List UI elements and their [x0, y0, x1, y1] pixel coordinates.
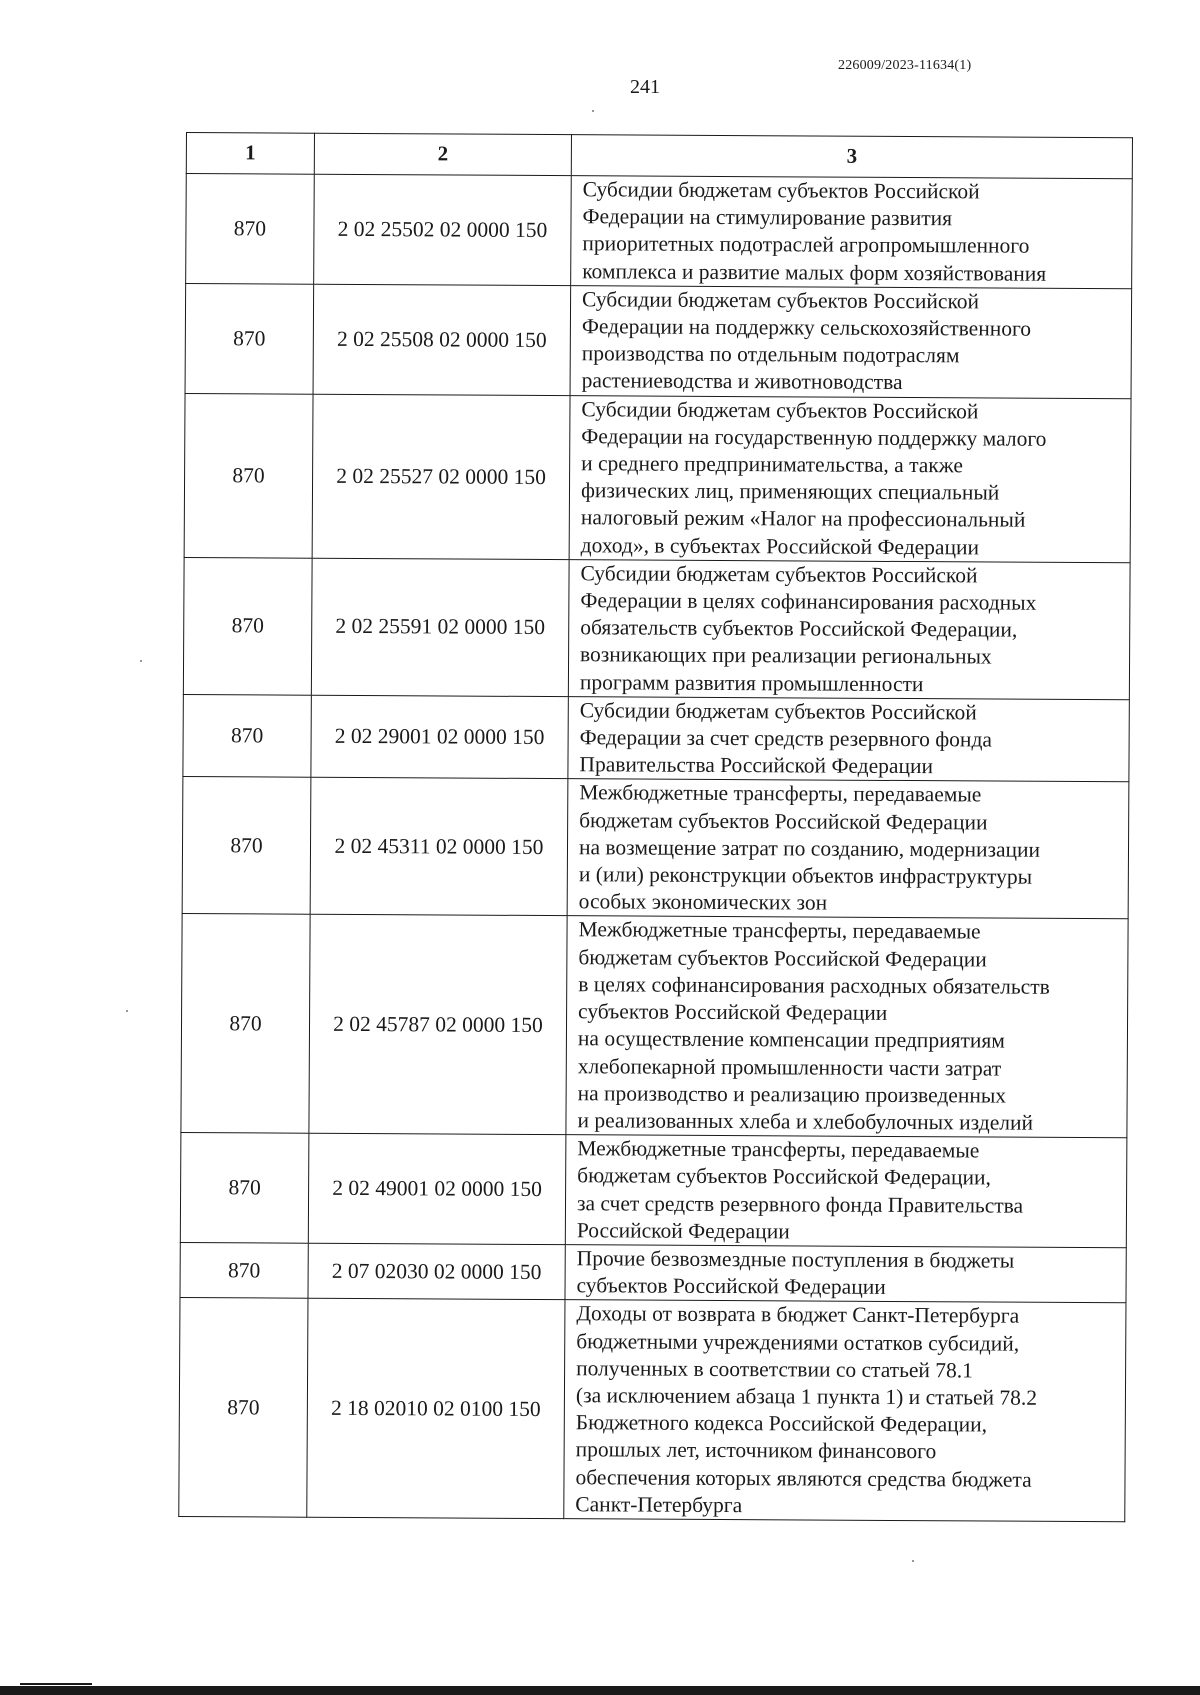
revenue-description-cell — [568, 559, 1130, 699]
admin-code-cell: 870 — [183, 694, 311, 777]
revenue-description-cell — [565, 1245, 1126, 1304]
budget-classification-code-cell: 2 02 25527 02 0000 150 — [312, 394, 570, 560]
table-header-row — [186, 133, 1132, 179]
revenue-description-cell — [567, 779, 1129, 919]
description-line: (за исключением абзаца 1 пункта 1) и статьей 78.2 — [575, 1383, 1038, 1410]
revenue-description-cell — [565, 1135, 1127, 1248]
admin-code-cell: 870 — [182, 777, 311, 915]
table-row — [186, 174, 1133, 289]
table-row — [185, 283, 1132, 398]
revenue-description-cell — [566, 916, 1128, 1138]
admin-code-cell: 870 — [181, 914, 310, 1133]
description-line: Доходы от возврата в бюджет Санкт-Петербурга — [576, 1301, 1020, 1328]
description-line: прошлых лет, источником финансового — [575, 1437, 937, 1464]
description-line: Субсидии бюджетам субъектов Российской — [582, 177, 980, 204]
budget-classification-code-cell: 2 02 49001 02 0000 150 — [308, 1133, 566, 1244]
table-row — [180, 1133, 1127, 1248]
budget-classification-code-cell: 2 07 02030 02 0000 150 — [308, 1243, 565, 1300]
description-line: хлебопекарной промышленности части затрат — [577, 1053, 1002, 1081]
column-header-1: 1 — [186, 133, 314, 175]
description-line: бюджетными учреждениями остатков субсидий, — [576, 1328, 1020, 1356]
description-line: особых экономических зон — [578, 889, 828, 915]
description-line: Федерации в целях софинансирования расходных — [580, 588, 1037, 615]
column-header-3: 3 — [571, 135, 1132, 179]
column-header-2: 2 — [314, 133, 571, 175]
table-row — [183, 694, 1129, 782]
page-number: 241 — [630, 76, 660, 98]
description-line: Субсидии бюджетам субъектов Российской — [580, 561, 978, 588]
description-line: полученных в соответствии со статьей 78.1 — [576, 1355, 974, 1383]
description-line: Федерации за счет средств резервного фонда — [579, 725, 993, 752]
description-line: Санкт-Петербурга — [575, 1491, 743, 1517]
description-line: обеспечения которых являются средства бюджета — [575, 1464, 1032, 1492]
admin-code-cell: 870 — [186, 174, 315, 285]
description-line: программ развития промышленности — [579, 669, 924, 696]
table-row — [182, 777, 1129, 919]
revenue-codes-table — [178, 132, 1133, 1522]
description-line: приоритетных подотраслей агропромышленного — [582, 231, 1030, 259]
description-line: производства по отдельным подотраслям — [581, 341, 960, 368]
table-row — [184, 393, 1131, 562]
description-line: субъектов Российской Федерации — [576, 1273, 886, 1300]
description-line: бюджетам субъектов Российской Федерации, — [577, 1163, 991, 1190]
admin-code-cell: 870 — [179, 1298, 308, 1517]
budget-classification-code-cell: 2 02 25591 02 0000 150 — [311, 558, 569, 696]
admin-code-cell: 870 — [184, 393, 313, 558]
description-line: в целях софинансирования расходных обязательств — [578, 972, 1050, 999]
description-line: Субсидии бюджетам субъектов Российской — [579, 698, 977, 725]
description-line: бюджетам субъектов Российской Федерации — [578, 944, 987, 972]
scan-edge-mark — [20, 1683, 92, 1685]
table-row — [180, 1242, 1126, 1303]
description-line: обязательств субъектов Российской Федерации, — [580, 615, 1018, 642]
scan-speck — [126, 1010, 128, 1012]
description-line: Межбюджетные трансферты, передаваемые — [578, 917, 981, 944]
revenue-description-cell — [571, 176, 1133, 289]
scan-speck — [592, 110, 594, 112]
table-row — [179, 1298, 1126, 1522]
description-line: Субсидии бюджетам субъектов Российской — [581, 396, 979, 424]
description-line: на осуществление компенсации предприятиям — [577, 1026, 1005, 1053]
revenue-description-cell — [564, 1300, 1126, 1522]
description-line: возникающих при реализации региональных — [580, 642, 992, 669]
description-line: за счет средств резервного фонда Правительства — [576, 1190, 1024, 1218]
description-line: бюджетам субъектов Российской Федерации — [579, 807, 988, 835]
admin-code-cell: 870 — [180, 1242, 308, 1298]
description-line: доход», в субъектах Российской Федерации — [580, 532, 980, 560]
description-line: Субсидии бюджетам субъектов Российской — [582, 287, 980, 314]
description-line: и реализованных хлеба и хлебобулочных изделий — [577, 1108, 1034, 1135]
admin-code-cell: 870 — [183, 557, 312, 695]
budget-classification-code-cell: 2 18 02010 02 0100 150 — [307, 1299, 565, 1519]
revenue-description-cell — [570, 285, 1132, 398]
table-row — [183, 557, 1130, 699]
table-body — [179, 174, 1132, 1522]
scan-speck — [140, 660, 142, 662]
budget-classification-code-cell: 2 02 45311 02 0000 150 — [310, 778, 568, 916]
revenue-description-cell — [569, 395, 1131, 562]
description-line: растениеводства и животноводства — [581, 368, 903, 395]
description-line: Межбюджетные трансферты, передаваемые — [579, 780, 982, 807]
description-line: Федерации на государственную поддержку малого — [581, 424, 1047, 451]
description-line: и (или) реконструкции объектов инфраструктуры — [578, 862, 1033, 889]
description-line: Федерации на поддержку сельскохозяйственного — [581, 314, 1032, 341]
admin-code-cell: 870 — [185, 283, 314, 394]
description-line: физических лиц, применяющих специальный — [580, 478, 1000, 505]
scan-edge-bar — [0, 1686, 1200, 1695]
document-number: 226009/2023-11634(1) — [838, 58, 972, 73]
description-line: на возмещение затрат по созданию, модернизации — [578, 835, 1041, 862]
scan-speck — [912, 1560, 914, 1562]
description-line: Бюджетного кодекса Российской Федерации, — [575, 1410, 988, 1437]
budget-classification-code-cell: 2 02 29001 02 0000 150 — [311, 695, 568, 779]
description-line: и среднего предпринимательства, а также — [581, 451, 963, 478]
description-line: комплекса и развитие малых форм хозяйствования — [582, 258, 1047, 286]
budget-classification-code-cell: 2 02 25502 02 0000 150 — [314, 174, 572, 285]
description-line: Российской Федерации — [576, 1217, 790, 1244]
table-row — [181, 914, 1128, 1138]
revenue-description-cell — [568, 697, 1129, 783]
description-line: Федерации на стимулирование развития — [582, 204, 953, 231]
budget-classification-code-cell: 2 02 45787 02 0000 150 — [309, 915, 567, 1135]
description-line: Прочие безвозмездные поступления в бюджеты — [576, 1246, 1015, 1273]
admin-code-cell: 870 — [180, 1133, 309, 1244]
description-line: субъектов Российской Федерации — [578, 999, 888, 1026]
description-line: налоговый режим «Налог на профессиональный — [580, 505, 1026, 533]
budget-classification-code-cell: 2 02 25508 02 0000 150 — [313, 284, 571, 395]
description-line: Межбюджетные трансферты, передаваемые — [577, 1136, 980, 1163]
description-line: на производство и реализацию произведенных — [577, 1080, 1007, 1108]
description-line: Правительства Российской Федерации — [579, 752, 934, 779]
